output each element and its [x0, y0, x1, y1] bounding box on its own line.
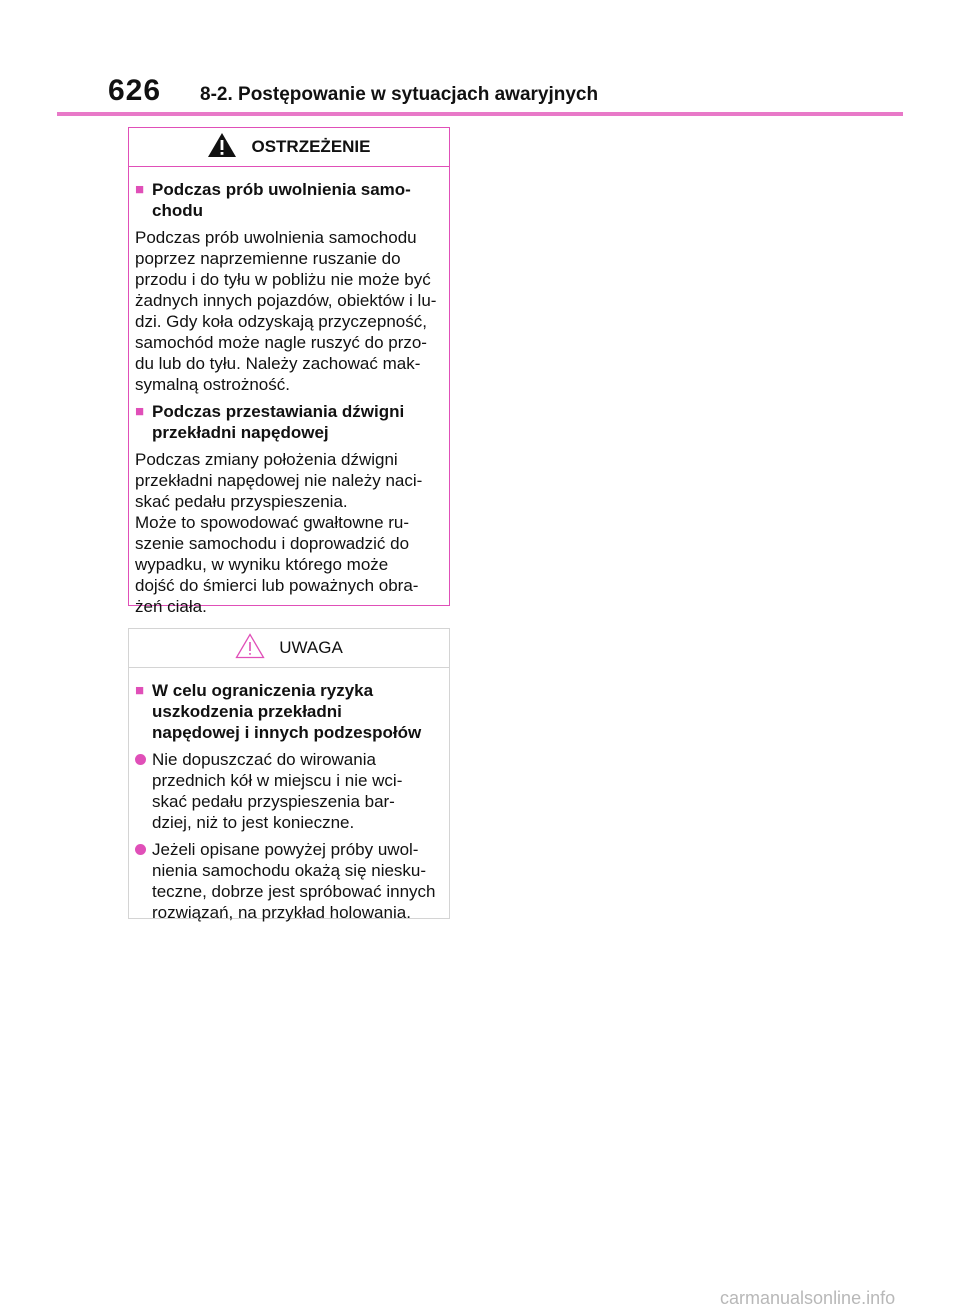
warning-title: OSTRZEŻENIE: [251, 137, 371, 156]
caution-body: [129, 668, 449, 923]
warning-box: [128, 127, 450, 616]
caution-header: [129, 629, 449, 668]
page-number: 626: [108, 74, 162, 107]
round-bullet-icon: [135, 754, 146, 765]
watermark: carmanualsonline.info: [720, 1288, 896, 1308]
warning-triangle-icon: [207, 132, 237, 163]
warning-section-title: ■ Podczas prób uwolnienia samo- chodu: [135, 180, 411, 220]
square-bullet-icon: ■: [135, 181, 145, 198]
list-item: Jeżeli opisane powyżej próby uwol- nienia samochodu okażą się niesku- teczne, dobrze jest spróbować innych rozwiązań, na przykład holowania.: [135, 839, 441, 923]
warning-section-text: Podczas prób uwolnienia samochodu poprzez naprzemienne ruszanie do przodu i do tyłu w pobliżu nie może być żadnych innych pojazdów, obiektów i lu- dzi. Gdy koła odzyskają przyczepność, samochód może nagle ruszyć do przo- du lub do tyłu. Należy zachować mak- symalną ostrożność.: [135, 228, 437, 394]
warning-section-title: ■ Podczas przestawiania dźwigni przekładni napędowej: [135, 402, 405, 442]
header-rule: [57, 112, 903, 116]
caution-triangle-icon: [235, 633, 265, 664]
caution-title: UWAGA: [279, 638, 343, 657]
square-bullet-icon: ■: [135, 682, 145, 699]
page-header: [0, 0, 960, 120]
round-bullet-icon: [135, 844, 146, 855]
chapter-title: 8-2. Postępowanie w sytuacjach awaryjnych: [200, 84, 599, 105]
warning-header: [129, 128, 449, 167]
warning-section-text: Podczas zmiany położenia dźwigni przekładni napędowej nie należy naci- skać pedału przyspieszenia. Może to spowodować gwałtowne ru- szenie samochodu i doprowadzić do wypadku, w wyniku którego może dojść do śmierci lub poważnych obra- żeń ciała.: [135, 450, 423, 616]
caution-section-title: ■ W celu ograniczenia ryzyka uszkodzenia przekładni napędowej i innych podzespołów: [135, 681, 422, 742]
list-item: Nie dopuszczać do wirowania przednich kół w miejscu i nie wci- skać pedału przyspieszenia bar- dziej, niż to jest konieczne.: [135, 749, 441, 833]
square-bullet-icon: ■: [135, 403, 145, 420]
caution-box: [128, 628, 450, 922]
warning-body: [129, 167, 449, 617]
